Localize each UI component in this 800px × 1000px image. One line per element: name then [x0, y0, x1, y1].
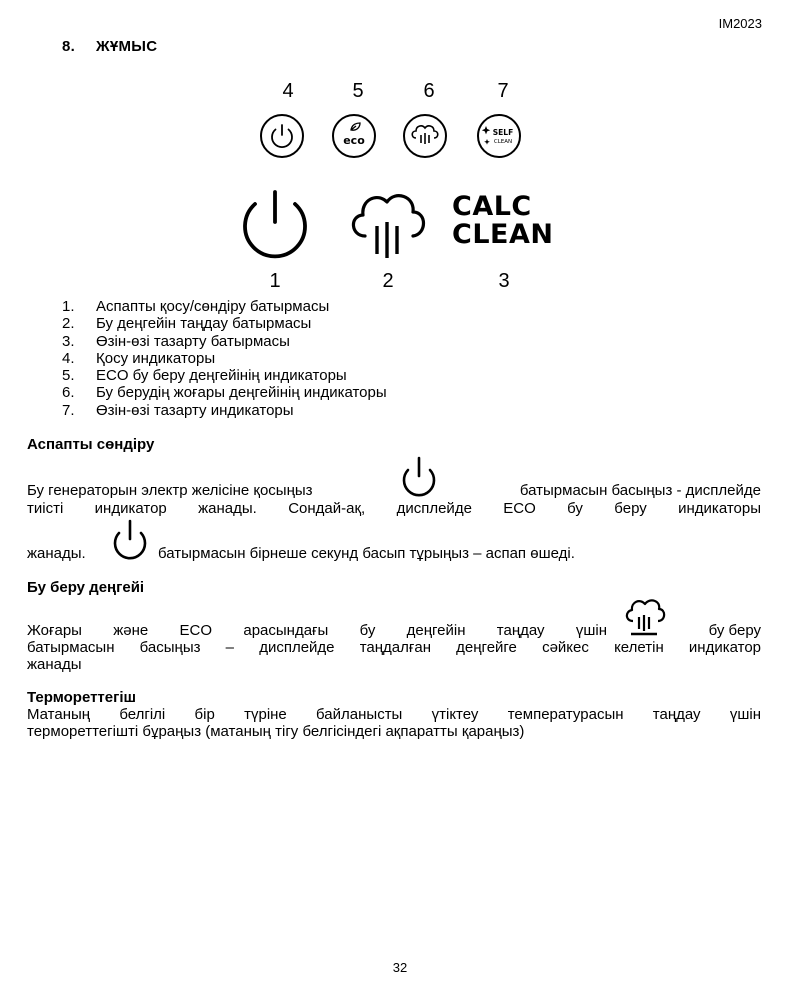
- button-number-2: 2: [382, 270, 394, 292]
- model-number: IM2023: [718, 16, 762, 31]
- power-indicator-icon: [259, 113, 305, 159]
- off-text-2: тиісті индикатор жанады. Сондай-ақ, дисплейде ECO бу беру индикаторы: [27, 500, 761, 517]
- steam-text-3: жанады: [27, 656, 82, 673]
- power-button-icon[interactable]: [233, 188, 317, 260]
- eco-label: eco: [343, 134, 365, 147]
- heading-steam-level: Бу беру деңгейі: [27, 579, 145, 596]
- button-number-3: 3: [498, 270, 510, 292]
- thermo-text-1: Матаның белгілі бір түріне байланысты үтіктеу температурасын таңдау үшін: [27, 706, 761, 723]
- steam-text-2: батырмасын басыңыз – дисплейде таңдалған деңгейге сәйкес келетін индикатор: [27, 639, 761, 656]
- indicator-number-5: 5: [352, 80, 364, 102]
- power-icon: [398, 456, 440, 498]
- off-text-1a: Бу генераторын электр желісіне қосыңыз: [27, 482, 313, 499]
- self-label: SELF: [492, 128, 514, 137]
- section-title-text: ЖҰМЫС: [96, 38, 158, 55]
- sparkle-icon: [482, 126, 490, 134]
- section-number: 8.: [62, 38, 76, 55]
- calc-clean-button[interactable]: [452, 193, 553, 249]
- clean-label: CLEAN: [493, 139, 513, 145]
- legend-item: 2. Бу деңгейін таңдау батырмасы: [62, 315, 312, 333]
- self-clean-indicator-icon: [476, 113, 522, 159]
- button-number-1: 1: [269, 270, 281, 292]
- calc-clean-line-1: CALC: [452, 191, 532, 222]
- sparkle-small-icon: [484, 139, 490, 145]
- high-steam-indicator-icon: [402, 113, 448, 159]
- legend-item: 6. Бу берудің жоғары деңгейінің индикаторы: [62, 384, 387, 402]
- heading-turning-off: Аспапты сөндіру: [27, 436, 155, 453]
- off-text-3a: жанады.: [27, 545, 86, 562]
- indicator-number-7: 7: [497, 80, 509, 102]
- legend-item: 1. Аспапты қосу/сөндіру батырмасы: [62, 298, 330, 315]
- eco-indicator-icon: [331, 113, 377, 159]
- steam-text-1b: бу беру: [708, 622, 761, 639]
- page-number: 32: [392, 960, 408, 975]
- legend-item: 5. ECO бу беру деңгейінің индикаторы: [62, 367, 347, 385]
- legend-item: 7. Өзін-өзі тазарту индикаторы: [62, 401, 294, 419]
- indicator-number-4: 4: [282, 80, 294, 102]
- steam-text-1a: Жоғары және ECO арасындағы бу деңгейін таңдау үшін: [27, 622, 607, 639]
- thermo-text-2: термореттегішті бұраңыз (матаның тігу белгісіндегі ақпаратты қараңыз): [27, 723, 525, 740]
- power-icon: [109, 519, 151, 561]
- heading-thermostat: Термореттегіш: [27, 689, 137, 706]
- legend-list: [62, 298, 387, 419]
- off-text-1b: батырмасын басыңыз - дисплейде: [519, 482, 761, 499]
- steam-level-button-icon[interactable]: [343, 184, 433, 262]
- legend-item: 4. Қосу индикаторы: [62, 349, 216, 367]
- legend-item: 3. Өзін-өзі тазарту батырмасы: [62, 332, 290, 350]
- indicator-number-6: 6: [423, 80, 435, 102]
- calc-clean-line-2: CLEAN: [452, 219, 554, 250]
- steam-icon: [622, 596, 666, 640]
- off-text-3b: батырмасын бірнеше секунд басып тұрыңыз – аспап өшеді.: [158, 545, 575, 562]
- section-heading: [62, 38, 157, 55]
